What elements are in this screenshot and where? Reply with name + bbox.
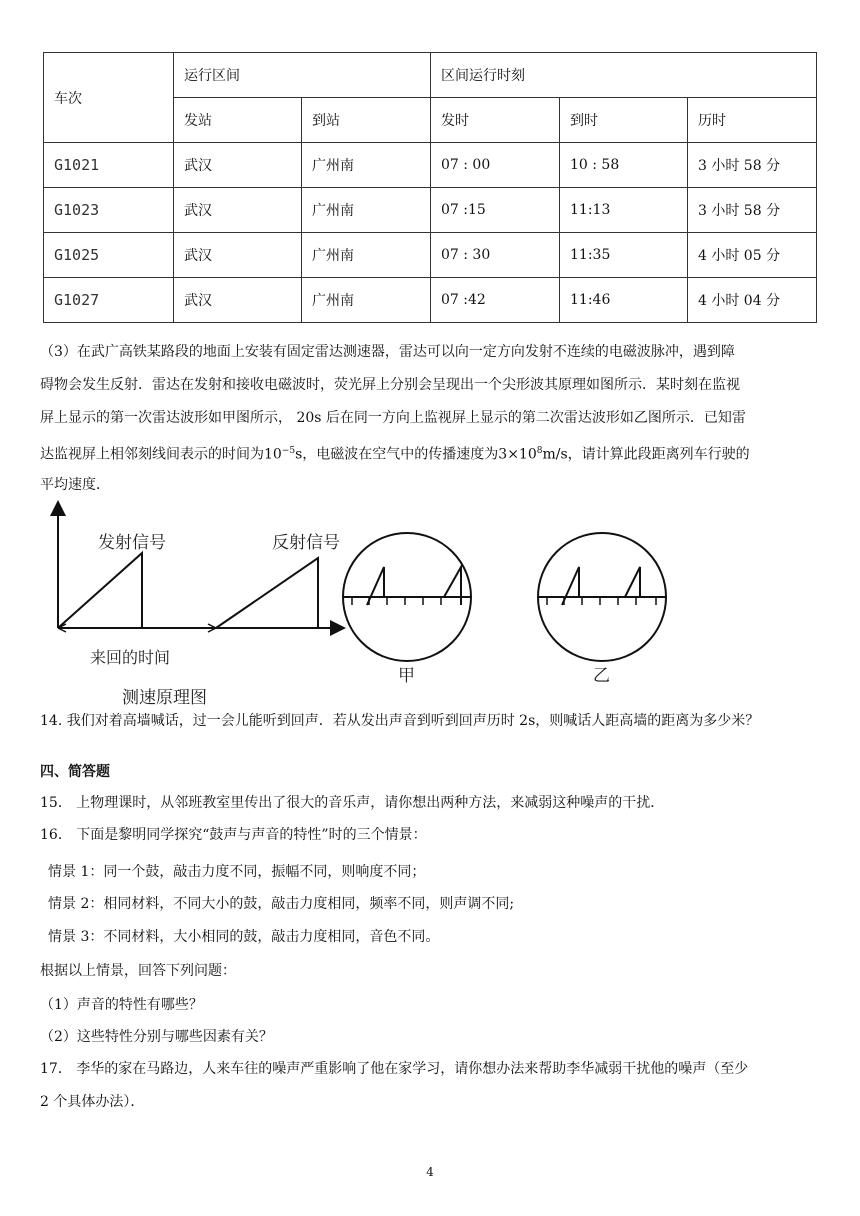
header-train: 车次 [44, 53, 174, 143]
time-base: 10 [264, 446, 282, 463]
time-unit: s [295, 446, 303, 463]
q17-line2: 2 个具体办法）． [40, 1094, 145, 1110]
q3-line2: 碍物会发生反射．雷达在发射和接收电磁波时，荧光屏上分别会呈现出一个尖形波其原理如图所示．某时刻在监视 [40, 377, 740, 393]
to-station: 广州南 [302, 188, 431, 233]
from-station: 武汉 [174, 188, 302, 233]
train-number: G1027 [44, 278, 174, 323]
to-station: 广州南 [302, 233, 431, 278]
speed-base: 3×10 [498, 446, 537, 463]
q17-line1: 17． 李华的家在马路边，人来车往的噪声严重影响了他在家学习，请你想办法来帮助李华减弱干扰他的噪声（至少 [40, 1061, 749, 1077]
depart-time: 07 :15 [431, 188, 560, 233]
q16-sub-1: （1）声音的特性有哪些？ [40, 997, 203, 1013]
train-timetable [43, 52, 817, 323]
to-station: 广州南 [302, 143, 431, 188]
header-section: 运行区间 [174, 53, 431, 98]
duration: 4 小时 04 分 [688, 278, 817, 323]
arrive-time: 11:13 [560, 188, 688, 233]
q3-line1: （3）在武广高铁某路段的地面上安装有固定雷达测速器，雷达可以向一定方向发射不连续的电磁波脉冲，遇到障 [40, 344, 735, 360]
to-station: 广州南 [302, 278, 431, 323]
q16-intro: 16． 下面是黎明同学探究“鼓声与声音的特性”时的三个情景： [40, 827, 427, 843]
speed-unit: m/s [542, 446, 568, 463]
q15: 15． 上物理课时，从邻班教室里传出了很大的音乐声，请你想出两种方法，来减弱这种噪声的干扰． [40, 795, 665, 811]
section-title: 四、简答题 [40, 764, 110, 780]
header-duration: 历时 [688, 98, 817, 143]
header-to: 到站 [302, 98, 431, 143]
arrive-time: 11:46 [560, 278, 688, 323]
diagram-caption: 测速原理图 [122, 688, 207, 708]
speed-exponent: 8 [536, 446, 543, 456]
duration: 3 小时 58 分 [688, 143, 817, 188]
from-station: 武汉 [174, 233, 302, 278]
duration: 4 小时 05 分 [688, 233, 817, 278]
depart-time: 07 : 30 [431, 233, 560, 278]
train-number: G1025 [44, 233, 174, 278]
q3-line3: 屏上显示的第一次雷达波形如甲图所示， 20s 后在同一方向上监视屏上显示的第二次雷达波形如乙图所示．已知雷 [40, 410, 746, 426]
train-number: G1023 [44, 188, 174, 233]
depart-time: 07 :42 [431, 278, 560, 323]
table-row [44, 188, 817, 233]
round-trip-label: 来回的时间 [90, 648, 171, 667]
screen-a-pulse-2 [444, 567, 461, 605]
header-schedule: 区间运行时刻 [431, 53, 817, 98]
screen-b [538, 533, 666, 661]
q3-line4: 达监视屏上相邻刻线间表示的时间为$10^{-5}s$，电磁波在空气中的传播速度为$3\times 10^8m/s$，请计算此段距离列车行驶的 [40, 446, 750, 463]
q16-scene-1: 情景 1：同一个鼓，敲击力度不同，振幅不同，则响度不同； [48, 864, 426, 880]
header-from: 发站 [174, 98, 302, 143]
train-number: G1021 [44, 143, 174, 188]
time-exponent: −5 [281, 446, 296, 456]
q3-line5: 平均速度． [40, 477, 110, 493]
screen-b-label: 乙 [593, 666, 610, 686]
screen-b-pulse-2 [625, 567, 640, 597]
arrive-time: 11:35 [560, 233, 688, 278]
table-row [44, 278, 817, 323]
q16-scene-3: 情景 3：不同材料，大小相同的鼓，敲击力度相同，音色不同。 [48, 929, 440, 945]
q16-ask: 根据以上情景，回答下列问题： [40, 963, 236, 979]
arrive-time: 10 : 58 [560, 143, 688, 188]
q16-scene-2: 情景 2：相同材料，不同大小的鼓，敲击力度相同，频率不同，则声调不同; [48, 896, 515, 912]
table-row [44, 143, 817, 188]
screen-a [343, 533, 471, 661]
duration: 3 小时 58 分 [688, 188, 817, 233]
table-row [44, 233, 817, 278]
q14: 14. 我们对着高墙喊话，过一会儿能听到回声．若从发出声音到听到回声历时 2s，则喊话人距高墙的距离为多少米？ [40, 713, 760, 729]
header-depart: 发时 [431, 98, 560, 143]
screen-b-pulse-1 [562, 567, 579, 605]
reflect-pulse [216, 558, 318, 628]
header-arrive: 到时 [560, 98, 688, 143]
screen-a-label: 甲 [398, 666, 415, 686]
radar-diagram [40, 500, 680, 710]
from-station: 武汉 [174, 278, 302, 323]
reflect-signal-label: 反射信号 [272, 533, 340, 553]
depart-time: 07 : 00 [431, 143, 560, 188]
emit-pulse [58, 553, 142, 628]
page-number: 4 [426, 1165, 434, 1179]
q16-sub-2: （2）这些特性分别与哪些因素有关？ [40, 1029, 273, 1045]
screen-a-pulse-1 [367, 567, 384, 605]
from-station: 武汉 [174, 143, 302, 188]
emit-signal-label: 发射信号 [98, 533, 166, 553]
